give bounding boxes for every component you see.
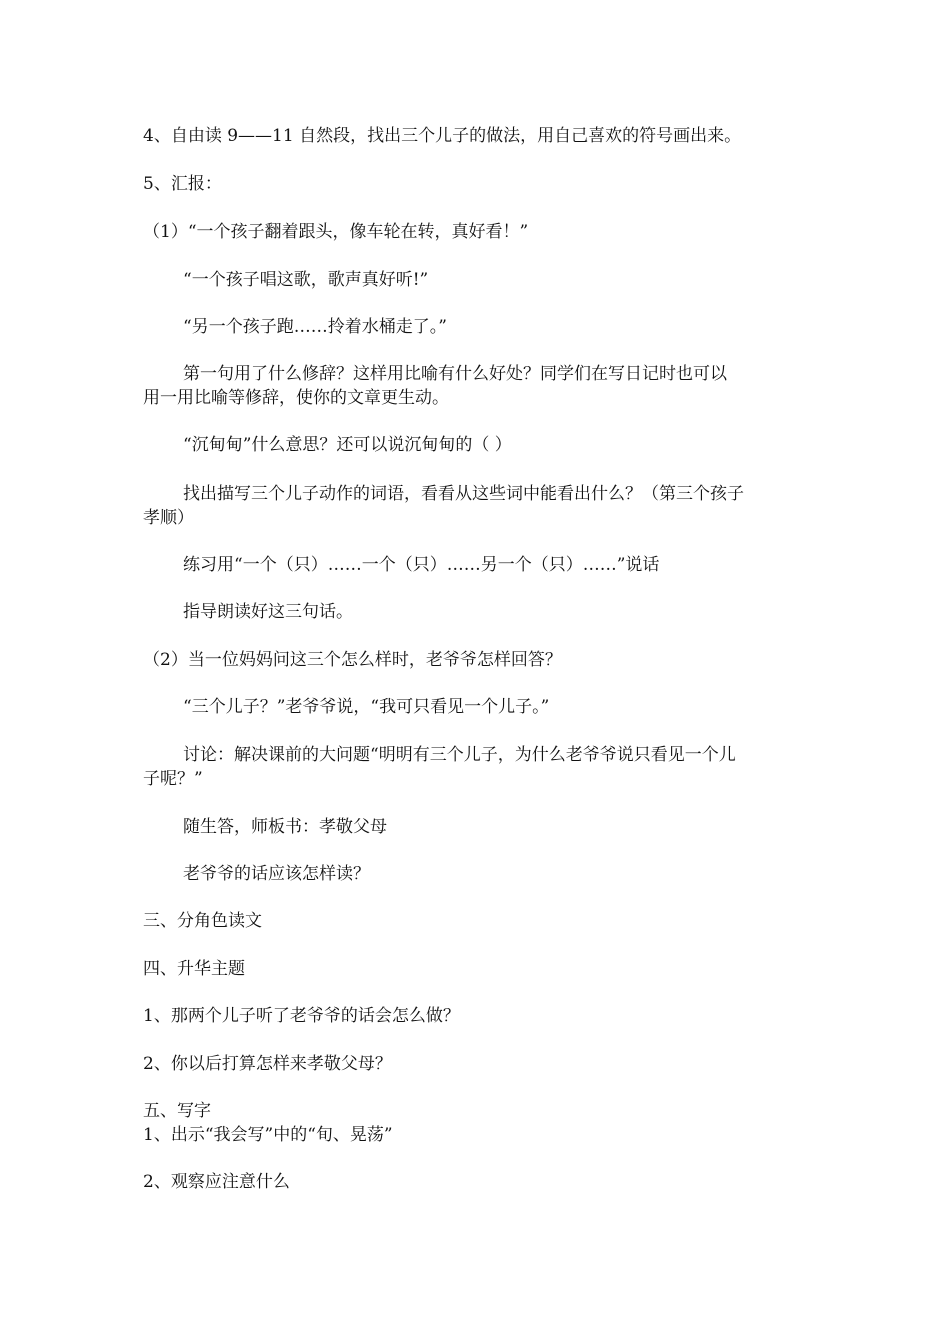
- text-line: 找出描写三个儿子动作的词语，看看从这些词中能看出什么？（第三个孩子: [183, 484, 744, 504]
- text-line: 1、出示“我会写”中的“旬、晃荡”: [143, 1125, 393, 1145]
- text-line: 练习用“一个（只）……一个（只）……另一个（只）……”说话: [183, 555, 660, 575]
- text-line: 随生答，师板书：孝敬父母: [183, 817, 387, 837]
- text-line: 5、汇报：: [143, 174, 222, 194]
- section-heading: 五、写字: [143, 1101, 211, 1121]
- text-line: 4、自由读 9——11 自然段，找出三个儿子的做法，用自己喜欢的符号画出来。: [143, 126, 742, 146]
- text-line: “一个孩子唱这歌，歌声真好听!”: [183, 270, 429, 290]
- text-line: （2）当一位妈妈问这三个怎么样时，老爷爷怎样回答？: [143, 650, 562, 670]
- text-line: 1、那两个儿子听了老爷爷的话会怎么做？: [143, 1006, 460, 1026]
- section-heading: 三、分角色读文: [143, 911, 262, 931]
- text-line: 讨论：解决课前的大问题“明明有三个儿子，为什么老爷爷说只看见一个儿: [183, 745, 736, 765]
- text-line: “另一个孩子跑……拎着水桶走了。”: [183, 317, 447, 337]
- text-line: 指导朗读好这三句话。: [183, 602, 353, 622]
- text-line: “三个儿子？”老爷爷说，“我可只看见一个儿子。”: [183, 697, 550, 717]
- text-line: 用一用比喻等修辞，使你的文章更生动。: [143, 388, 449, 408]
- text-line: 子呢？”: [143, 769, 203, 789]
- text-line: 2、观察应注意什么: [143, 1172, 290, 1192]
- text-line: 2、你以后打算怎样来孝敬父母？: [143, 1054, 392, 1074]
- text-line: 孝顺）: [143, 508, 194, 528]
- text-line: 第一句用了什么修辞？这样用比喻有什么好处？同学们在写日记时也可以: [183, 364, 727, 384]
- text-line: 老爷爷的话应该怎样读？: [183, 864, 370, 884]
- text-line: （1）“一个孩子翻着跟头，像车轮在转，真好看！”: [143, 222, 529, 242]
- text-line: “沉甸甸”什么意思？还可以说沉甸甸的（ ）: [183, 435, 512, 455]
- section-heading: 四、升华主题: [143, 959, 245, 979]
